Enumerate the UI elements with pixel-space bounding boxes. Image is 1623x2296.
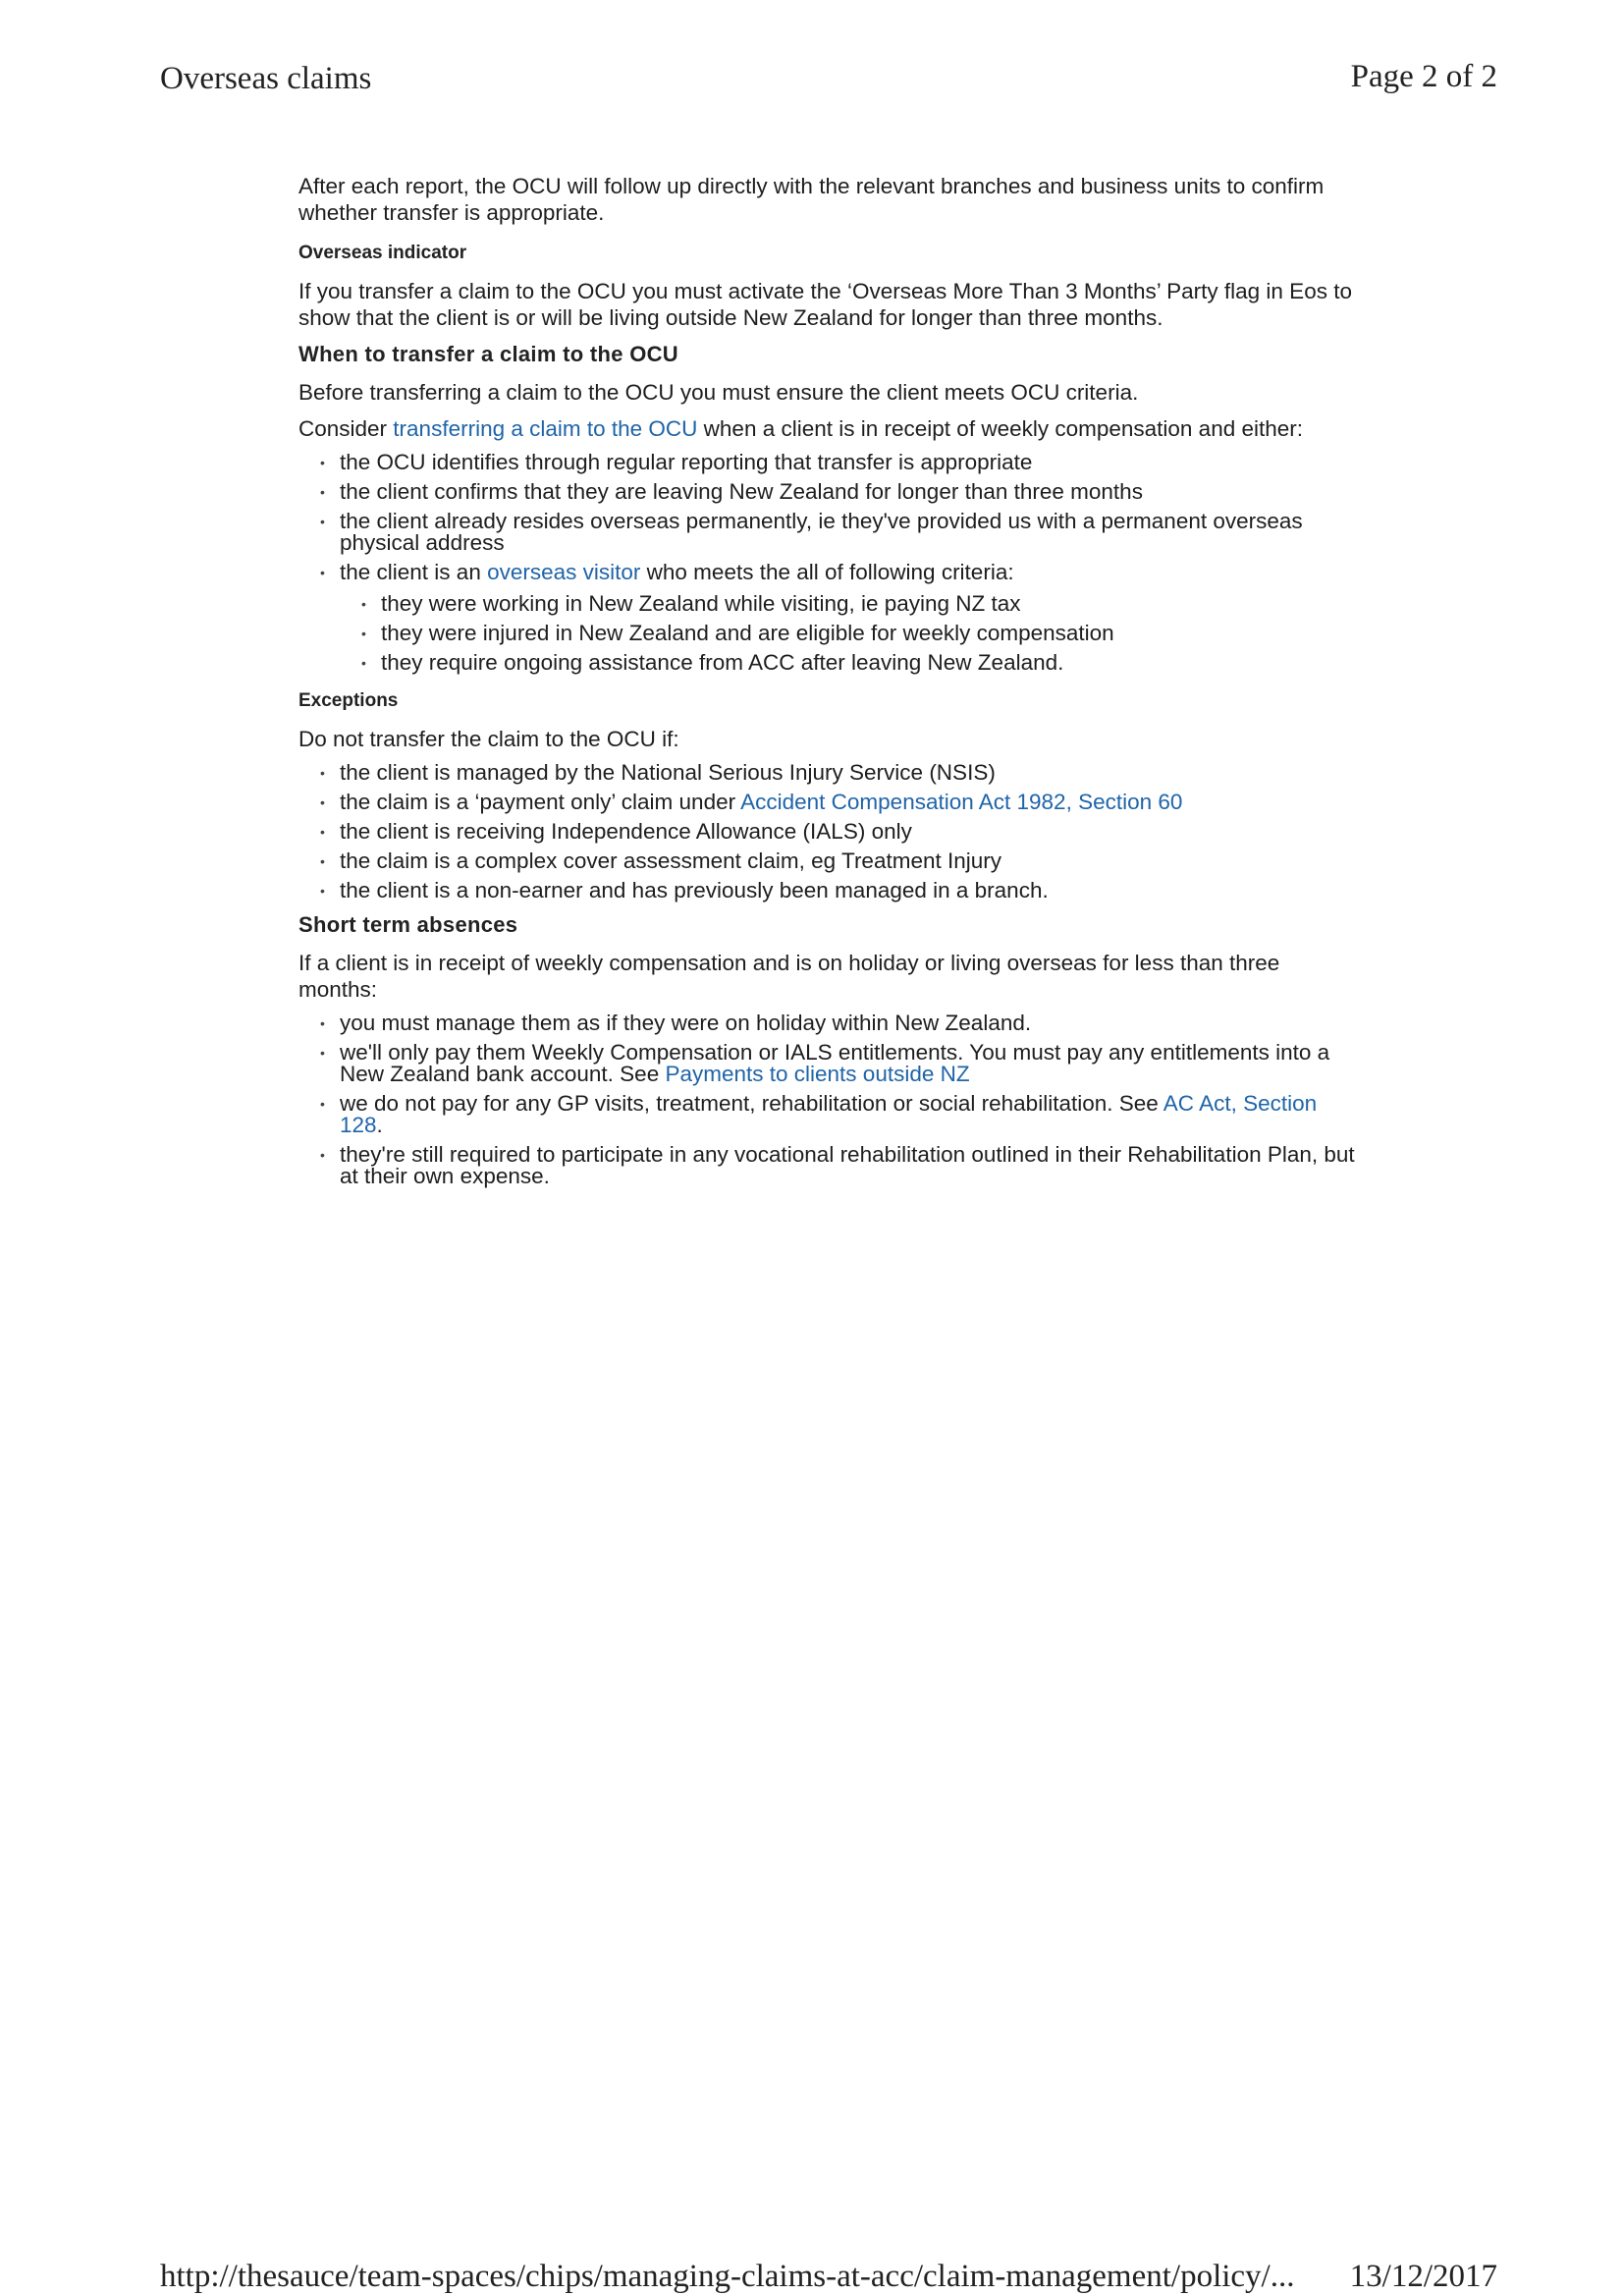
list-item	[340, 562, 1359, 674]
overseas-visitor-link[interactable]: overseas visitor	[487, 560, 641, 584]
transfer-criteria-list	[298, 452, 1359, 674]
exceptions-list	[298, 762, 1359, 902]
ac-act-1982-link[interactable]: Accident Compensation Act 1982, Section 60	[740, 790, 1183, 814]
exception-2-text: the claim is a ‘payment only’ claim under	[340, 790, 741, 814]
short-term-list	[298, 1012, 1359, 1187]
list-item	[340, 792, 1359, 813]
list-item	[340, 1093, 1359, 1136]
footer-url: http://thesauce/team-spaces/chips/managing-claims-at-acc/claim-management/policy/...	[160, 2259, 1295, 2294]
visitor-text-pre: the client is an	[340, 560, 488, 584]
list-item: • the client is a non-earner and has previously been managed in a branch.	[340, 880, 1359, 902]
intro-paragraph: After each report, the OCU will follow up directly with the relevant branches and business units to confirm whether transfer is appropriate.	[298, 174, 1325, 225]
list-item: • they were working in New Zealand while visiting, ie paying NZ tax	[381, 593, 1359, 615]
consider-text-pre: Consider	[298, 416, 394, 441]
list-item: • the client is receiving Independence Allowance (IALS) only	[340, 821, 1359, 843]
consider-text-post: when a client is in receipt of weekly compensation and either:	[697, 416, 1304, 441]
list-item: • the client already resides overseas permanently, ie they've provided us with a permanent overseas physical address	[340, 511, 1359, 554]
consider-paragraph	[298, 415, 1359, 442]
list-item: • the client confirms that they are leaving New Zealand for longer than three months	[340, 481, 1359, 503]
ocu-criteria-paragraph: Before transferring a claim to the OCU you must ensure the client meets OCU criteria.	[298, 380, 1139, 405]
list-item	[340, 1042, 1359, 1085]
visitor-text-post: who meets the all of following criteria:	[640, 560, 1014, 584]
page-number: Page 2 of 2	[1350, 59, 1497, 94]
exceptions-paragraph: Do not transfer the claim to the OCU if:	[298, 727, 679, 751]
list-item: • the OCU identifies through regular reporting that transfer is appropriate	[340, 452, 1359, 473]
list-item: • the claim is a complex cover assessment claim, eg Treatment Injury	[340, 850, 1359, 872]
list-item: • the client is managed by the National Serious Injury Service (NSIS)	[340, 762, 1359, 784]
overseas-indicator-heading: Overseas indicator	[298, 243, 467, 263]
payments-outside-nz-link[interactable]: Payments to clients outside NZ	[665, 1062, 970, 1086]
overseas-indicator-paragraph: If you transfer a claim to the OCU you must activate the ‘Overseas More Than 3 Months’ Party flag in Eos to show that the client is or will be living outside New Zealand for longer than three months.	[298, 279, 1352, 330]
short-term-absences-heading: Short term absences	[298, 912, 518, 937]
short-3-post: .	[376, 1113, 383, 1137]
when-to-transfer-heading: When to transfer a claim to the OCU	[298, 342, 678, 366]
visitor-criteria-list	[340, 593, 1359, 674]
short-2-text: we'll only pay them Weekly Compensation or IALS entitlements. You must pay any entitlements into a New Zealand bank account. See	[340, 1040, 1330, 1086]
short-3-text: we do not pay for any GP visits, treatment, rehabilitation or social rehabilitation. See	[340, 1091, 1163, 1116]
exceptions-heading: Exceptions	[298, 690, 399, 711]
ac-act-section-128-link[interactable]: AC Act, Section 128	[340, 1091, 1318, 1137]
list-item: • you must manage them as if they were on holiday within New Zealand.	[340, 1012, 1359, 1034]
page-title: Overseas claims	[160, 61, 372, 96]
list-item: • they require ongoing assistance from ACC after leaving New Zealand.	[381, 652, 1359, 674]
footer-date: 13/12/2017	[1349, 2259, 1497, 2294]
document-body	[298, 173, 1359, 1195]
short-term-paragraph: If a client is in receipt of weekly compensation and is on holiday or living overseas for less than three months:	[298, 951, 1280, 1002]
transferring-claim-link[interactable]: transferring a claim to the OCU	[393, 416, 698, 441]
list-item: • they were injured in New Zealand and are eligible for weekly compensation	[381, 623, 1359, 644]
list-item: • they're still required to participate in any vocational rehabilitation outlined in their Rehabilitation Plan, but at their own expense.	[340, 1144, 1359, 1187]
